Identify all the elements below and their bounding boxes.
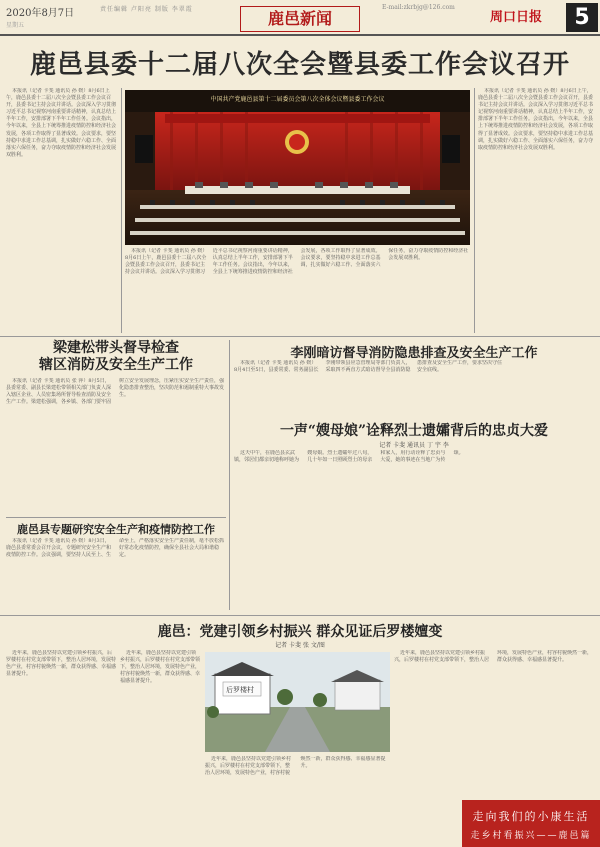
campaign-banner-line2: 走乡村看振兴——鹿邑篇 — [470, 831, 592, 841]
article5-headline: 鹿邑县专题研究安全生产和疫情防控工作 — [17, 523, 215, 536]
article6-text-right: 近年来，鹿邑县坚持以党建引领乡村振兴，后罗楼村在村党支部带领下，整治人居环境，发展特色产业，村容村貌焕然一新，群众获得感、幸福感显著提升。 — [394, 650, 593, 664]
article6-text: 近年来，鹿邑县坚持以党建引领乡村振兴，后罗楼村在村党支部带领下，整治人居环境，发展特色产业，村容村貌焕然一新，群众获得感、幸福感显著提升。 — [6, 650, 116, 678]
page-number: 5 — [566, 3, 598, 32]
article4-byline: 记者 卡斐 通讯员 丁 宇 李 — [379, 442, 449, 449]
photo-banner-text: 中国共产党鹿邑县第十二届委员会第八次全体会议暨县委工作会议 — [210, 96, 385, 103]
main-article-text-right: 本报讯（记者 卡斐 通讯员 孙 媛）8月6日上午，鹿邑县委十二届八次全会暨县委工作会议召开，县委书记主持会议并讲话。会议深入学习贯彻习近平总书记视察河南重要讲话精神，认真总结上半年工作，安排部署下半年工作任务。会议指出，今年以来，全县上下统筹推进疫情防控和经济社会发展，各项工作取得了显著成效。会议要求，要坚持稳中求进工作总基调，扎实做好六稳工作、全面落实六保任务，奋力夺取疫情防控和经济社会发展双胜利。 — [478, 88, 594, 151]
section-divider — [0, 615, 600, 616]
section-title: 鹿邑新闻 — [240, 6, 360, 32]
article4-text: 这天中午，在鹿邑县玄武镇，邻居们都亲切地称呼她为嫂母娘。烈士遗孀年过八旬，几十年如一日照顾烈士的母亲和家人，用行动诠释了忠贞与大爱，她的事迹在当地广为传颂。 — [234, 450, 464, 464]
article6-body-under-photo — [205, 756, 390, 841]
village-gate-sign: 后罗楼村 — [226, 686, 254, 694]
article3-headline: 李刚暗访督导消防隐患排查及安全生产工作 — [290, 346, 538, 361]
issue-weekday: 星期五 — [6, 22, 25, 29]
main-article-body-left — [6, 88, 119, 333]
article2-headline-line2: 辖区消防及安全生产工作 — [39, 357, 193, 373]
contact-email: E-mail:zkrbjg@126.com — [382, 4, 455, 11]
issue-date: 2020年8月7日 — [6, 8, 75, 19]
column-divider — [121, 88, 122, 333]
column-divider — [474, 88, 475, 333]
section-divider — [0, 336, 600, 337]
meeting-hall-illustration — [125, 90, 470, 245]
article6-headline: 鹿邑：党建引领乡村振兴 群众见证后罗楼嬗变 — [157, 624, 443, 640]
article4-headline: 一声“嫂母娘”诠释烈士遗孀背后的忠贞大爱 — [279, 423, 549, 439]
main-article-text: 本报讯（记者 卡斐 通讯员 孙 媛）8月6日上午，鹿邑县委十二届八次全会暨县委工作会议召开，县委书记主持会议并讲话。会议深入学习贯彻习近平总书记视察河南重要讲话精神，认真总结上半年工作，安排部署下半年工作任务。会议指出，今年以来，全县上下统筹推进疫情防控和经济社会发展，各项工作取得了显著成效。会议要求，要坚持稳中求进工作总基调，扎实做好六稳工作、全面落实六保任务，奋力夺取疫情防控和经济社会发展双胜利。 — [6, 88, 117, 158]
article2-headline-line1: 梁建松带头督导检查 — [53, 340, 179, 356]
paper-name: 周口日报 — [490, 10, 543, 25]
article6-body-right — [394, 650, 594, 798]
article2-text: 本报讯（记者 卡斐 通讯员 张 萍）8月5日，县委常委、副县长梁建松带领相关部门负责人深入辖区企业、人员密集场所督导检查消防及安全生产工作。梁建松强调，各乡镇、各部门要牢固树立安全发展理念，压紧压实安全生产责任，强化隐患排查整治，坚决防范和遏制重特大事故发生。 — [6, 378, 225, 406]
article6-text-under-photo: 近年来，鹿邑县坚持以党建引领乡村振兴，后罗楼村在村党支部带领下，整治人居环境，发展特色产业，村容村貌焕然一新，群众获得感、幸福感显著提升。 — [205, 756, 386, 777]
village-gate-illustration — [205, 652, 390, 752]
article6-body-col2 — [120, 650, 200, 840]
article5-body — [6, 538, 226, 612]
article6-text-col2: 近年来，鹿邑县坚持以党建引领乡村振兴，后罗楼村在村党支部带领下，整治人居环境，发展特色产业，村容村貌焕然一新，群众获得感、幸福感显著提升。 — [120, 650, 200, 685]
article6-body-left — [6, 650, 116, 840]
main-article-text-continued: 本报讯（记者 卡斐 通讯员 孙 媛）8月6日上午，鹿邑县委十二届八次全会暨县委工作会议召开，县委书记主持会议并讲话。会议深入学习贯彻习近平总书记视察河南重要讲话精神，认真总结上半年工作，安排部署下半年工作任务。会议指出，今年以来，全县上下统筹推进疫情防控和经济社会发展，各项工作取得了显著成效。会议要求，要坚持稳中求进工作总基调，扎实做好六稳工作、全面落实六保任务，奋力夺取疫情防控和经济社会发展双胜利。 — [125, 248, 469, 276]
campaign-banner-line1: 走向我们的小康生活 — [472, 810, 590, 823]
editor-credits: 责任编辑 卢阳亮 制版 李翠霞 — [100, 6, 193, 13]
article4-body — [234, 450, 594, 612]
meeting-photo — [125, 90, 470, 245]
article2-headline — [6, 340, 226, 374]
article3-body — [234, 360, 594, 415]
article3-text: 本报讯（记者 卡斐 通讯员 孙 媛）8月4日至5日，县委常委、常务副县长李刚带领县应急管理局等部门负责人，采取四不两直方式暗访督导全县消防隐患排查及安全生产工作，要求坚决守住安全底线。 — [234, 360, 503, 374]
village-photo — [205, 652, 390, 752]
main-article-body-right — [478, 88, 594, 333]
section-divider — [6, 517, 226, 518]
main-article-body-center — [125, 248, 470, 333]
column-divider — [229, 340, 230, 610]
article2-body — [6, 378, 226, 513]
article5-text: 本报讯（记者 卡斐 通讯员 孙 媛）8月3日，鹿邑县委常委会召开会议，专题研究安全生产和疫情防控工作。会议强调，要坚持人民至上、生命至上，严格落实安全生产责任制，毫不放松抓好常态化疫情防控，确保全县社会大局和谐稳定。 — [6, 538, 225, 559]
article6-byline: 记者 卡斐 张 文/图 — [275, 642, 325, 649]
main-headline: 鹿邑县委十二届八次全会暨县委工作会议召开 — [30, 50, 571, 80]
campaign-banner — [462, 800, 600, 847]
